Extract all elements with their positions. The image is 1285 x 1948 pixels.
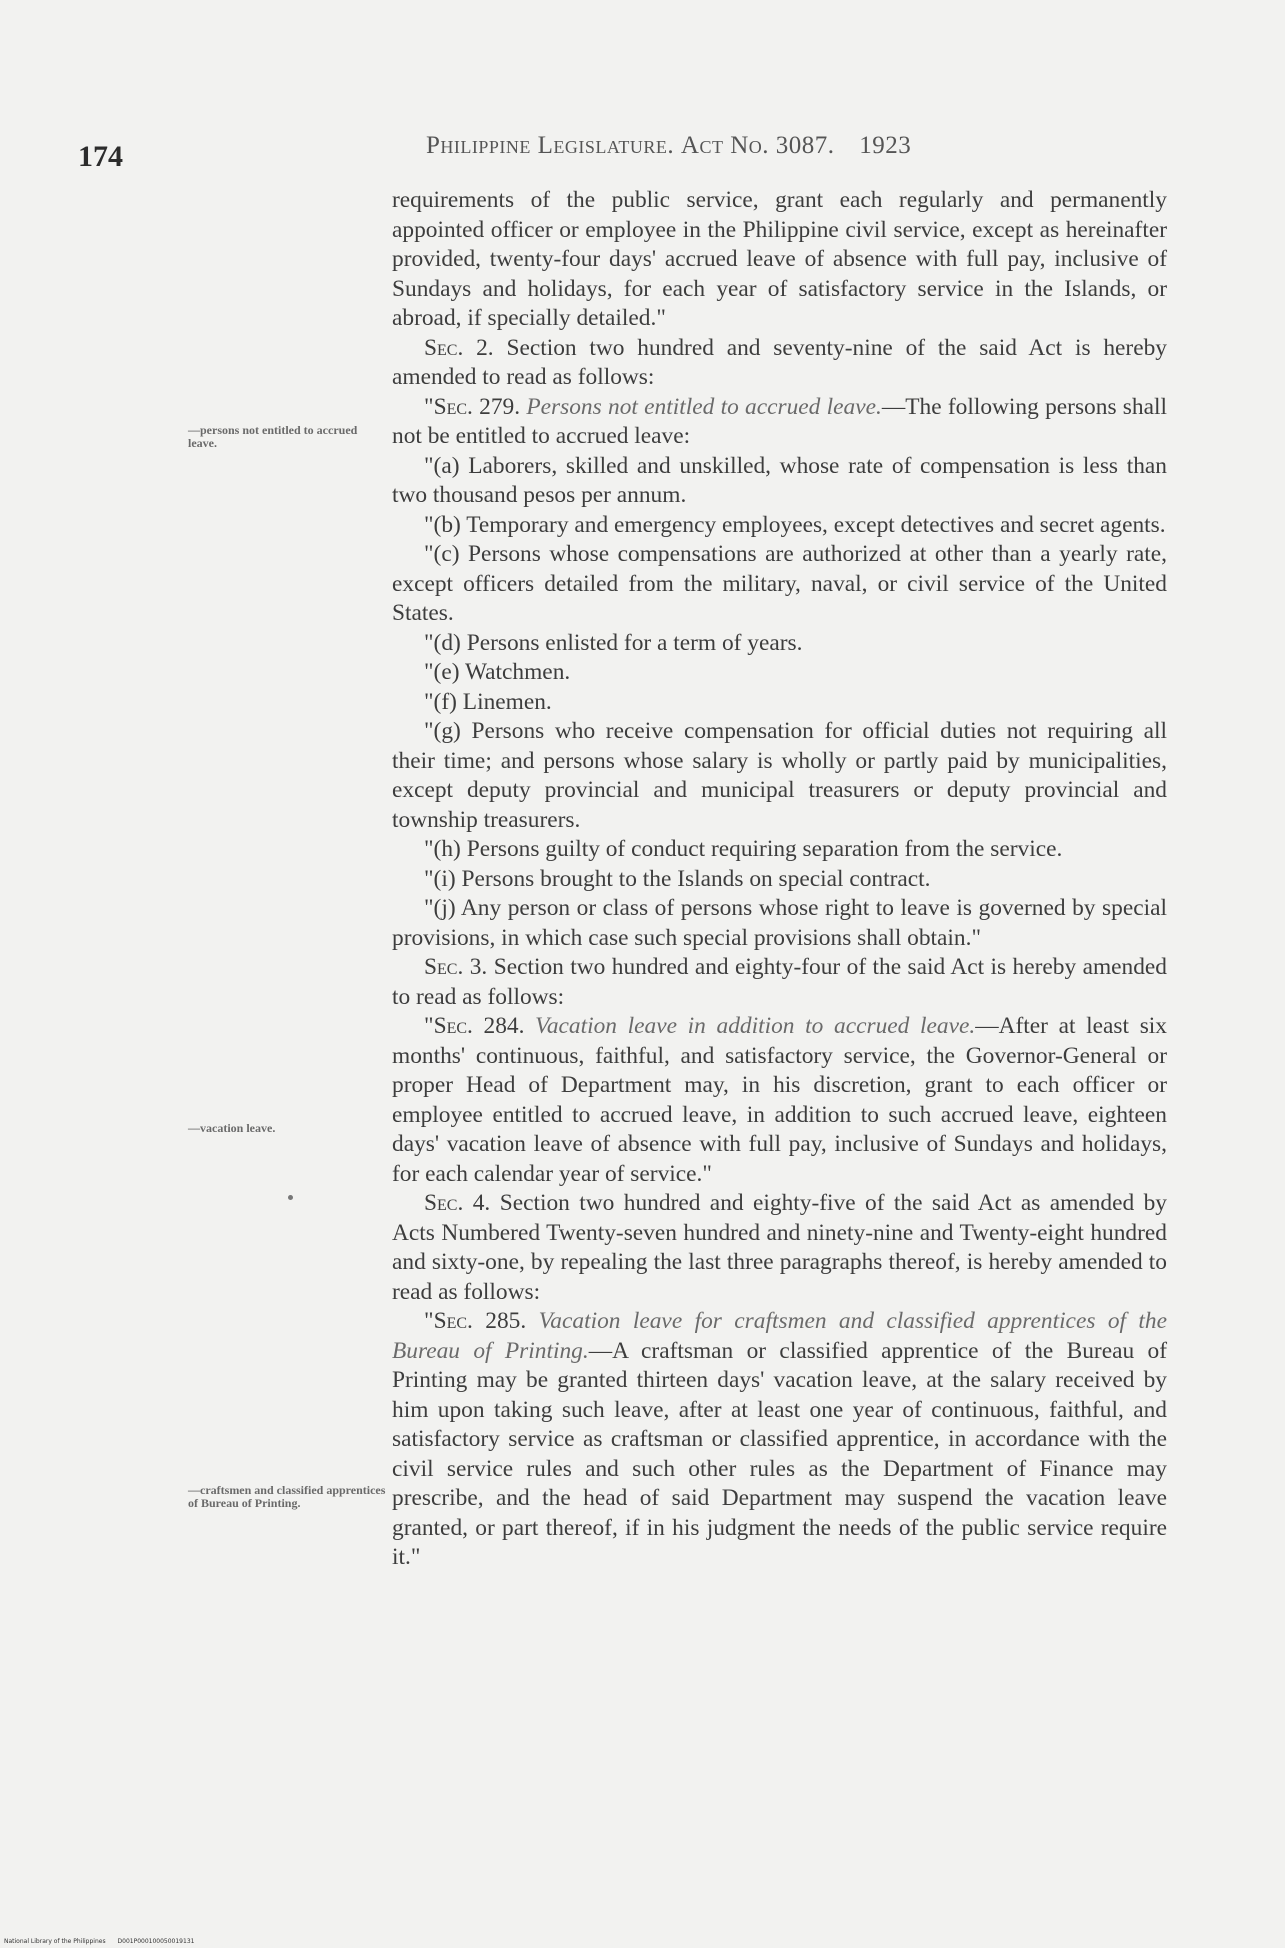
list-item-b bbox=[392, 511, 1167, 541]
item-marker: "(g) bbox=[424, 718, 461, 744]
item-text: Watchmen. bbox=[464, 659, 571, 685]
section-title: Persons not entitled to accrued leave. bbox=[526, 393, 882, 420]
section-text: Section two hundred and eighty-five of the said Act as amended by Acts Numbered Twenty-seven hundred and ninety-nine and Twenty-eight hundred and sixty-one, by repealing the last three paragraphs thereof, is hereby amended to read as follows: bbox=[392, 1190, 1167, 1305]
item-marker: "(f) bbox=[424, 688, 457, 715]
item-marker: "(e) bbox=[424, 659, 460, 685]
paragraph-continuation: requirements of the public service, grant each regularly and permanently appointed officer or employee in the Philippine civil service, except as hereinafter provided, twenty-four days' accrued leave of absence with full pay, inclusive of Sundays and holidays, for each year of satisfactory service in the Islands, or abroad, if specially detailed." bbox=[392, 187, 1167, 331]
item-marker: "(h) bbox=[424, 836, 461, 862]
list-item-g bbox=[392, 717, 1167, 835]
section-label: Sec. 285. bbox=[433, 1308, 527, 1334]
list-item-j bbox=[392, 894, 1167, 953]
open-quote: " bbox=[424, 1013, 434, 1039]
item-text: Persons whose compensations are authorized at other than a yearly rate, except officers detailed from the military, naval, or civil service of the United States. bbox=[392, 541, 1167, 626]
item-marker: "(a) bbox=[424, 452, 460, 479]
section-title: Vacation leave in addition to accrued leave. bbox=[535, 1013, 976, 1039]
section-3 bbox=[392, 953, 1167, 1012]
item-text: Any person or class of persons whose right to leave is governed by special provisions, in which case such special provisions shall obtain." bbox=[392, 895, 1167, 951]
margin-note-persons-not-entitled: —persons not entitled to accrued leave. bbox=[188, 423, 358, 450]
list-item-a bbox=[392, 452, 1167, 511]
item-text: Persons who receive compensation for official duties not requiring all their time; and persons whose salary is wholly or partly paid by municipalities, except deputy provincial and municipal treasurers or deputy provincial and township treasurers. bbox=[392, 718, 1167, 833]
stray-mark bbox=[288, 1195, 293, 1200]
item-text: Temporary and emergency employees, except detectives and secret agents. bbox=[466, 511, 1166, 538]
section-text: Section two hundred and eighty-four of the said Act is hereby amended to read as follows: bbox=[392, 954, 1167, 1010]
section-label: Sec. 4. bbox=[424, 1190, 491, 1216]
item-text: Laborers, skilled and unskilled, whose rate of compensation is less than two thousand pesos per annum. bbox=[392, 452, 1167, 508]
running-head bbox=[426, 132, 911, 160]
section-label: Sec. 284. bbox=[433, 1013, 525, 1039]
list-item-e bbox=[392, 658, 1167, 688]
open-quote: " bbox=[424, 1308, 434, 1334]
item-text: Linemen. bbox=[462, 688, 552, 715]
list-item-c bbox=[392, 540, 1167, 629]
list-item-d bbox=[392, 629, 1167, 659]
list-item-f bbox=[392, 688, 1167, 718]
footer-code: D001P000100050019131 bbox=[117, 1938, 195, 1945]
footer-source: National Library of the Philippines bbox=[4, 1938, 106, 1945]
item-text: Persons guilty of conduct requiring separation from the service. bbox=[466, 836, 1063, 862]
section-label: Sec. 279. bbox=[433, 393, 521, 420]
section-text: —A craftsman or classified apprentice of the Bureau of Printing may be granted thirteen days' vacation leave, at the salary received by him upon taking such leave, after at least one year of continuous, faithful, and satisfactory service as craftsman or classified apprentice, in accordance with the civil service rules and such other rules as the Department of Finance may prescribe, and the head of said Department may suspend the vacation leave granted, or part thereof, if in his judgment the needs of the public service require it." bbox=[392, 1337, 1167, 1570]
margin-note-vacation-leave: —vacation leave. bbox=[188, 1121, 276, 1135]
running-head-title: Philippine Legislature. bbox=[426, 132, 675, 159]
item-marker: "(b) bbox=[424, 511, 461, 538]
item-marker: "(i) bbox=[424, 865, 456, 892]
item-text: Persons enlisted for a term of years. bbox=[466, 629, 803, 656]
list-item-h bbox=[392, 835, 1167, 865]
page-number: 174 bbox=[78, 140, 123, 173]
body-text bbox=[392, 186, 1167, 1573]
item-marker: "(d) bbox=[424, 629, 461, 656]
section-text: —After at least six months' continuous, faithful, and satisfactory service, the Governor-General or proper Head of Department may, in his discretion, grant to each officer or employee entitled to accrued leave, in addition to such accrued leave, eighteen days' vacation leave of absence with full pay, inclusive of Sundays and holidays, for each calendar year of service." bbox=[392, 1013, 1167, 1187]
running-head-act: Act No. 3087. bbox=[680, 132, 835, 159]
section-2 bbox=[392, 334, 1167, 393]
item-text: Persons brought to the Islands on special contract. bbox=[461, 865, 931, 892]
section-text: —The following persons shall not be entitled to accrued leave: bbox=[392, 393, 1167, 449]
item-marker: "(c) bbox=[424, 541, 460, 567]
section-label: Sec. 2. bbox=[424, 334, 494, 361]
section-284 bbox=[392, 1012, 1167, 1189]
section-285 bbox=[392, 1307, 1167, 1573]
list-item-i bbox=[392, 865, 1167, 895]
open-quote: " bbox=[424, 393, 434, 420]
running-head-year: 1923 bbox=[859, 132, 912, 159]
section-title: Vacation leave for craftsmen and classified apprentices of the Bureau of Printing. bbox=[392, 1308, 1167, 1364]
margin-note-craftsmen: —craftsmen and classified apprentices of Bureau of Printing. bbox=[188, 1483, 386, 1510]
scan-footer bbox=[0, 1938, 1285, 1945]
section-text: Section two hundred and seventy-nine of the said Act is hereby amended to read as follows: bbox=[392, 334, 1167, 390]
section-label: Sec. 3. bbox=[424, 954, 488, 980]
section-4 bbox=[392, 1189, 1167, 1307]
item-marker: "(j) bbox=[424, 895, 456, 921]
section-279 bbox=[392, 393, 1167, 452]
